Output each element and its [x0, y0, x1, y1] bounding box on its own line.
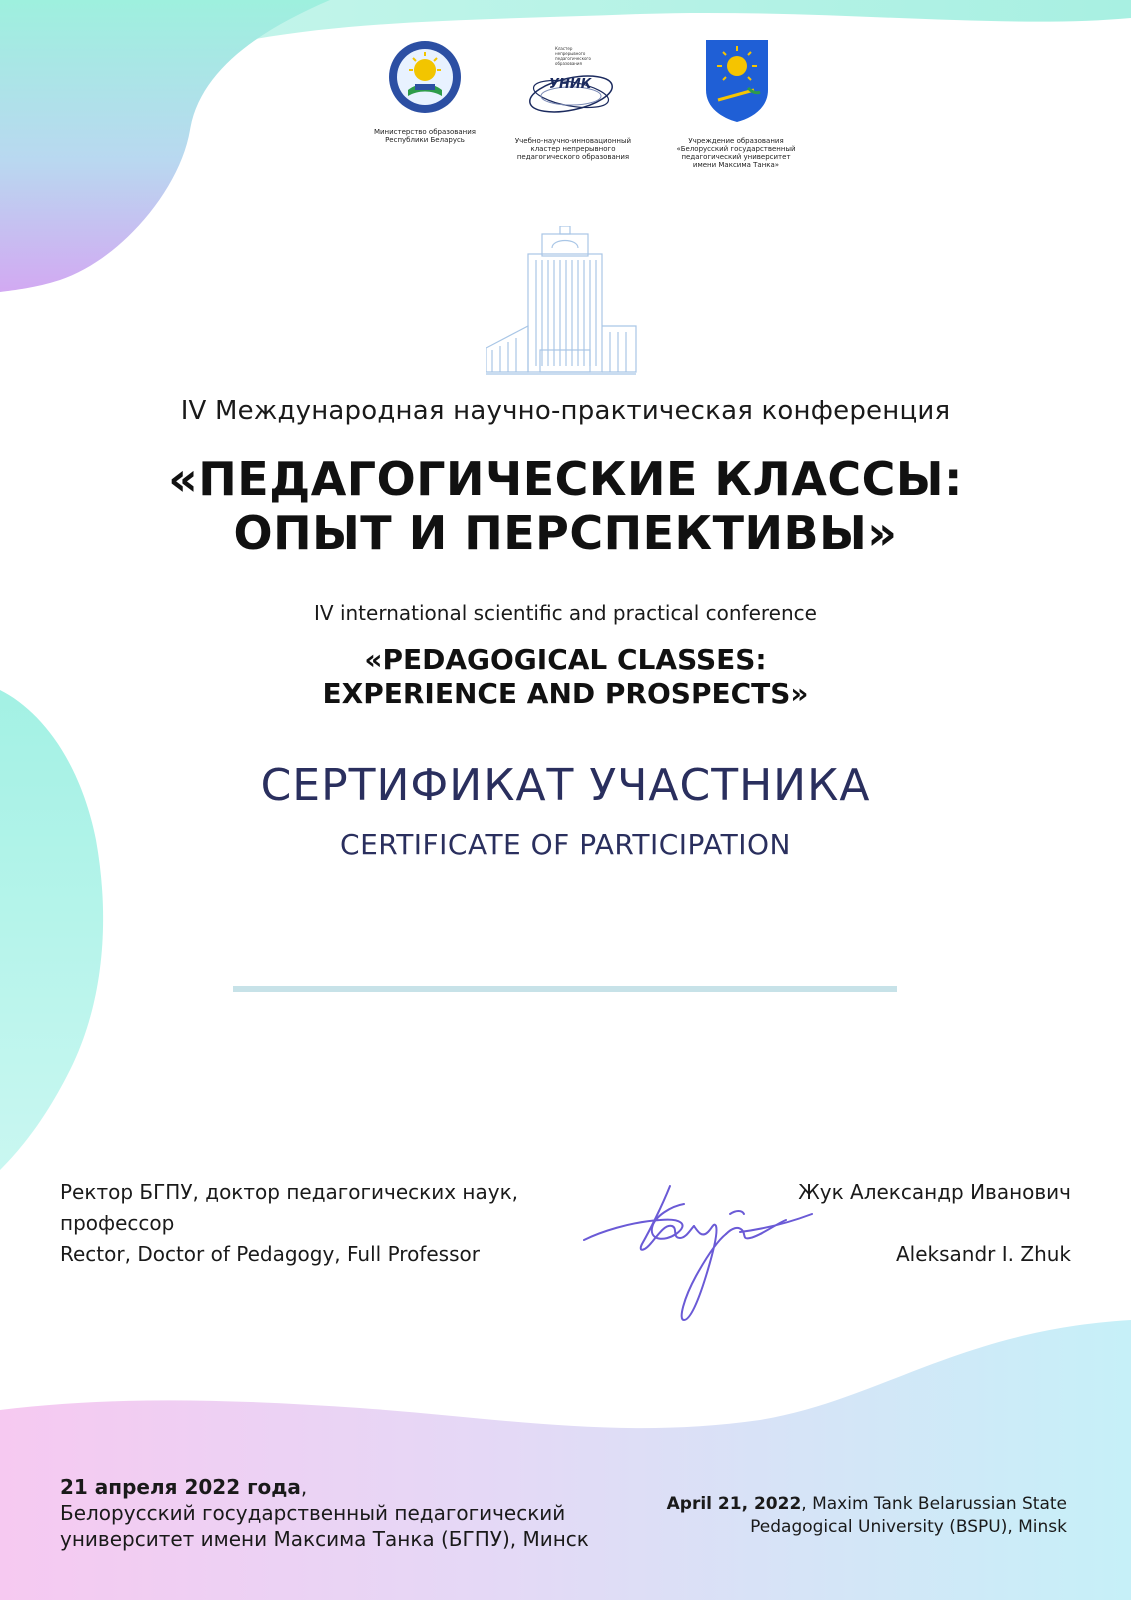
- bspu-logo: [662, 38, 810, 173]
- signatory-name-en: Aleksandr I. Zhuk: [896, 1242, 1071, 1266]
- conference-subtitle-ru: IV Международная научно-практическая конференция: [180, 396, 951, 426]
- footer-comma-ru: ,: [300, 1475, 308, 1499]
- certificate-title-en: CERTIFICATE OF PARTICIPATION: [340, 828, 791, 861]
- footer-en: [667, 1493, 1067, 1539]
- footer-date-en: April 21, 2022: [666, 1494, 802, 1514]
- footer-en-line1: [667, 1493, 1067, 1516]
- conference-title-ru: [0, 452, 1131, 560]
- bottom-blob: [0, 1320, 1131, 1600]
- participant-name-line: [233, 986, 897, 992]
- signatory-position-en: Rector, Doctor of Pedagogy, Full Professor: [60, 1242, 480, 1266]
- handwritten-signature-icon: [580, 1180, 820, 1330]
- footer-date-ru-line: [60, 1474, 589, 1500]
- top-left-blob: [0, 0, 330, 292]
- signatory-position-ru-line2: профессор: [60, 1211, 175, 1235]
- ministry-logo: [350, 38, 500, 158]
- footer-place-en-line2: Pedagogical University (BSPU), Minsk: [750, 1517, 1067, 1537]
- unik-small-text: Кластер непрерывного педагогического образования: [555, 46, 591, 66]
- university-building-icon: [486, 226, 646, 382]
- conference-title-ru-line1: «ПЕДАГОГИЧЕСКИЕ КЛАССЫ:: [168, 452, 963, 506]
- conference-subtitle-en: IV international scientific and practical conference: [314, 601, 817, 625]
- footer-place-en-line1: Maxim Tank Belarussian State: [812, 1494, 1067, 1514]
- ministry-caption: Министерство образования Республики Беларусь: [373, 128, 477, 144]
- footer-comma-en: ,: [801, 1494, 813, 1514]
- unik-caption: Учебно-научно-инновационный кластер непрерывного педагогического образования: [514, 137, 632, 161]
- footer-place-ru-line1: Белорусский государственный педагогический: [60, 1501, 566, 1525]
- conference-title-en-line2: EXPERIENCE AND PROSPECTS»: [322, 677, 809, 710]
- conference-title-en: [0, 643, 1131, 711]
- footer-date-ru: 21 апреля 2022 года: [60, 1475, 301, 1499]
- signatory-position: [60, 1177, 580, 1270]
- signatory-name-ru: Жук Александр Иванович: [798, 1180, 1071, 1204]
- conference-title-ru-line2: ОПЫТ И ПЕРСПЕКТИВЫ»: [233, 506, 898, 560]
- footer-place-ru-line2: университет имени Максима Танка (БГПУ), Минск: [60, 1527, 589, 1551]
- footer-ru: [60, 1474, 589, 1552]
- bspu-coat-of-arms-icon: [704, 38, 770, 122]
- unik-logo-text: УНИК: [549, 77, 592, 92]
- signatory-position-ru-line1: Ректор БГПУ, доктор педагогических наук,: [60, 1180, 519, 1204]
- bspu-caption: Учреждение образования «Белорусский государственный педагогический университет имени Максима Танка»: [676, 137, 796, 169]
- ministry-emblem-icon: [388, 40, 462, 114]
- certificate-title-ru: СЕРТИФИКАТ УЧАСТНИКА: [260, 760, 871, 811]
- unik-logo: [503, 44, 643, 169]
- conference-title-en-line1: «PEDAGOGICAL CLASSES:: [364, 643, 767, 676]
